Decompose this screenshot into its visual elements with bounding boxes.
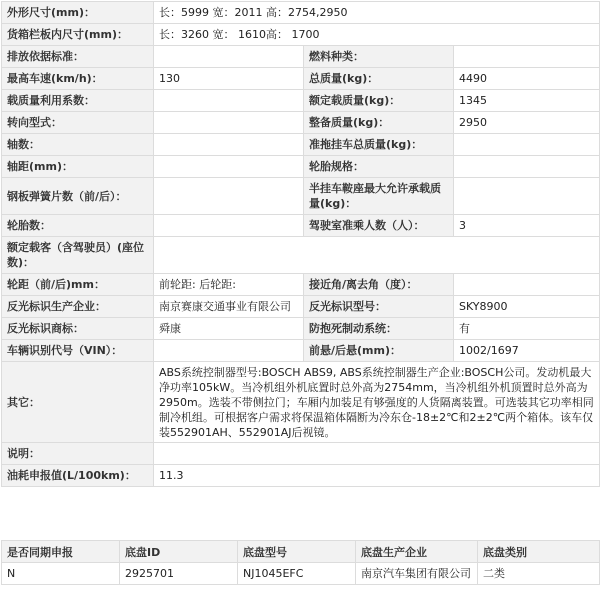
chassis-header-row bbox=[2, 541, 600, 563]
tire-spec-value bbox=[454, 156, 600, 178]
max-speed-label: 最高车速(km/h)： bbox=[2, 68, 154, 90]
load-utilization-value bbox=[154, 90, 304, 112]
table-row bbox=[2, 237, 600, 274]
chassis-manufacturer-value: 南京汽车集团有限公司 bbox=[356, 563, 478, 585]
table-row bbox=[2, 362, 600, 443]
emission-standard-value bbox=[154, 46, 304, 68]
other-label: 其它： bbox=[2, 362, 154, 443]
outer-size-label: 外形尺寸(mm)： bbox=[2, 2, 154, 24]
table-row bbox=[2, 563, 600, 585]
axle-count-label: 轴数： bbox=[2, 134, 154, 156]
abs-label: 防抱死制动系统： bbox=[304, 318, 454, 340]
saddle-load-label: 半挂车鞍座最大允许承载质量(kg)： bbox=[304, 178, 454, 215]
chassis-header-model: 底盘型号 bbox=[238, 541, 356, 563]
chassis-category-value: 二类 bbox=[478, 563, 600, 585]
table-row bbox=[2, 465, 600, 487]
tire-count-label: 轮胎数： bbox=[2, 215, 154, 237]
table-row bbox=[2, 443, 600, 465]
chassis-id-value: 2925701 bbox=[120, 563, 238, 585]
fuel-consumption-value: 11.3 bbox=[154, 465, 600, 487]
vin-value bbox=[154, 340, 304, 362]
track-width-label: 轮距（前/后)mm： bbox=[2, 274, 154, 296]
chassis-header-same-period: 是否同期申报 bbox=[2, 541, 120, 563]
table-row bbox=[2, 178, 600, 215]
chassis-model-value: NJ1045EFC bbox=[238, 563, 356, 585]
chassis-same-period-value: N bbox=[2, 563, 120, 585]
cargo-size-value: 长：3260 宽： 1610高： 1700 bbox=[154, 24, 600, 46]
abs-value: 有 bbox=[454, 318, 600, 340]
leaf-spring-label: 钢板弹簧片数（前/后）： bbox=[2, 178, 154, 215]
steering-type-label: 转向型式： bbox=[2, 112, 154, 134]
table-row bbox=[2, 68, 600, 90]
trailer-mass-label: 准拖挂车总质量(kg)： bbox=[304, 134, 454, 156]
table-row bbox=[2, 215, 600, 237]
approach-angle-value bbox=[454, 274, 600, 296]
load-utilization-label: 载质量利用系数： bbox=[2, 90, 154, 112]
max-speed-value: 130 bbox=[154, 68, 304, 90]
table-row bbox=[2, 318, 600, 340]
curb-mass-label: 整备质量(kg)： bbox=[304, 112, 454, 134]
other-value: ABS系统控制器型号:BOSCH ABS9, ABS系统控制器生产企业:BOSCH公司。发动机最大净功率105kW。当冷机组外机底置时总外高为2754mm，当冷机组外机顶置时总外高为2950m。选装不带侧拉门；车厢内加装足有够强度的人货隔离装置。可选装其它功率相同制冷机组。可根据客户需求将保温箱体隔断为冷东仓-18±2℃和2±2℃两个箱体。该车仅装552901AH、552901AJ后视镜。 bbox=[154, 362, 600, 443]
rated-passengers-value bbox=[154, 237, 600, 274]
table-row bbox=[2, 134, 600, 156]
table-row bbox=[2, 24, 600, 46]
reflector-brand-value: 舜康 bbox=[154, 318, 304, 340]
saddle-load-value bbox=[454, 178, 600, 215]
table-row bbox=[2, 112, 600, 134]
reflector-maker-label: 反光标识生产企业： bbox=[2, 296, 154, 318]
trailer-mass-value bbox=[454, 134, 600, 156]
reflector-model-label: 反光标识型号： bbox=[304, 296, 454, 318]
cab-passengers-value: 3 bbox=[454, 215, 600, 237]
chassis-header-category: 底盘类别 bbox=[478, 541, 600, 563]
outer-size-value: 长：5999 宽：2011 高：2754,2950 bbox=[154, 2, 600, 24]
fuel-consumption-label: 油耗申报值(L/100km)： bbox=[2, 465, 154, 487]
wheelbase-label: 轴距(mm)： bbox=[2, 156, 154, 178]
total-mass-value: 4490 bbox=[454, 68, 600, 90]
curb-mass-value: 2950 bbox=[454, 112, 600, 134]
reflector-brand-label: 反光标识商标： bbox=[2, 318, 154, 340]
note-label: 说明： bbox=[2, 443, 154, 465]
total-mass-label: 总质量(kg)： bbox=[304, 68, 454, 90]
wheelbase-value bbox=[154, 156, 304, 178]
table-row bbox=[2, 2, 600, 24]
chassis-table bbox=[1, 540, 600, 585]
reflector-model-value: SKY8900 bbox=[454, 296, 600, 318]
vehicle-spec-table bbox=[1, 1, 600, 487]
emission-standard-label: 排放依据标准： bbox=[2, 46, 154, 68]
chassis-header-id: 底盘ID bbox=[120, 541, 238, 563]
fuel-type-value bbox=[454, 46, 600, 68]
cab-passengers-label: 驾驶室准乘人数（人）： bbox=[304, 215, 454, 237]
track-width-value: 前轮距: 后轮距: bbox=[154, 274, 304, 296]
rated-load-value: 1345 bbox=[454, 90, 600, 112]
table-row bbox=[2, 90, 600, 112]
tire-count-value bbox=[154, 215, 304, 237]
chassis-header-manufacturer: 底盘生产企业 bbox=[356, 541, 478, 563]
cargo-size-label: 货箱栏板内尺寸(mm)： bbox=[2, 24, 154, 46]
overhang-label: 前悬/后悬(mm)： bbox=[304, 340, 454, 362]
overhang-value: 1002/1697 bbox=[454, 340, 600, 362]
rated-passengers-label: 额定载客（含驾驶员）(座位数)： bbox=[2, 237, 154, 274]
table-row bbox=[2, 46, 600, 68]
leaf-spring-value bbox=[154, 178, 304, 215]
note-value bbox=[154, 443, 600, 465]
axle-count-value bbox=[154, 134, 304, 156]
fuel-type-label: 燃料种类： bbox=[304, 46, 454, 68]
rated-load-label: 额定载质量(kg)： bbox=[304, 90, 454, 112]
tire-spec-label: 轮胎规格： bbox=[304, 156, 454, 178]
table-row bbox=[2, 296, 600, 318]
approach-angle-label: 接近角/离去角（度）： bbox=[304, 274, 454, 296]
table-row bbox=[2, 156, 600, 178]
vin-label: 车辆识别代号（VIN）： bbox=[2, 340, 154, 362]
table-row bbox=[2, 340, 600, 362]
reflector-maker-value: 南京赛康交通事业有限公司 bbox=[154, 296, 304, 318]
table-row bbox=[2, 274, 600, 296]
steering-type-value bbox=[154, 112, 304, 134]
